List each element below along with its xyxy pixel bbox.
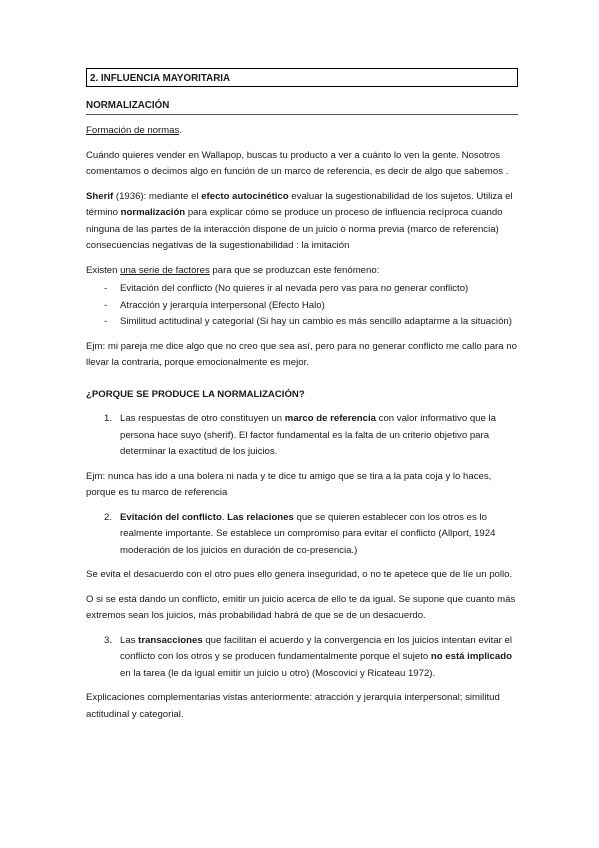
list-item: 1. Las respuestas de otro constituyen un marco de referencia con valor informativo que la persona hace suyo (sherif). El factor fundamental es la falta de un criterio objetivo para determinar la exactitud de los juicios.: [104, 413, 496, 457]
wallapop-paragraph: Cuándo quieres vender en Wallapop, buscas tu producto a ver a cuánto lo ven la gente. Nosotros comentamos o decimos algo en función de un marco de referencia, es decir de algo que sabemos .: [86, 149, 509, 177]
sherif-paragraph: Sherif (1936): mediante el efecto autocinético evaluar la sugestionabilidad de los sujetos. Utiliza el término normalización para explicar cómo se produce un proceso de influencia recíproca cuando ninguna de las partes de la interacción dispone de un juicio o norma previa (marco de referencia) consecuencias negativas de la sugestionabilidad : la imitación: [86, 190, 513, 251]
dash-bullet: -: [104, 316, 108, 327]
question-heading: ¿PORQUE SE PRODUCE LA NORMALIZACIÓN?: [86, 388, 305, 400]
example-paragraph: Ejm: mi pareja me dice algo que no creo que sea así, pero para no generar conflicto me callo para no llevar la contraria, porque emocionalmente es mejor.: [86, 340, 517, 368]
section-title: NORMALIZACIÓN: [86, 97, 518, 115]
factores-intro: Existen una serie de factores para que se produzcan este fenómeno:: [86, 264, 380, 276]
list-item: - Similitud actitudinal y categorial (Si hay un cambio es más sencillo adaptarme a la situación): [86, 314, 518, 331]
reasons-list-1: [86, 411, 518, 461]
list-item: - Evitación del conflicto (No quieres ir al nevada pero vas para no generar conflicto): [86, 281, 518, 298]
reasons-list-3: [86, 633, 518, 683]
chapter-heading: 2. INFLUENCIA MAYORITARIA: [86, 68, 518, 87]
sherif-name: Sherif: [86, 190, 114, 202]
document-page: [86, 68, 518, 723]
reasons-list-2: [86, 510, 518, 560]
formacion-line: Formación de normas.: [86, 125, 182, 136]
efecto-autocinetico: efecto autocinético: [201, 190, 289, 202]
list-item: 2. Evitación del conflicto. Las relaciones que se quieren establecer con los otros es lo realmente importante. Se establece un compromiso para evitar el conflicto (Allport, 1924 moderación de los juicios en duración de co-presencia.): [104, 511, 496, 556]
example-paragraph: Ejm: nunca has ido a una bolera ni nada y te dice tu amigo que se tira a la pata coja y lo haces, porque es tu marco de referencia: [86, 470, 492, 498]
dash-bullet: -: [104, 283, 108, 294]
list-item: - Atracción y jerarquía interpersonal (Efecto Halo): [86, 298, 518, 315]
list-item: 3. Las transacciones que facilitan el acuerdo y la convergencia en los juicios intentan evitar el conflicto con los otros y se producen fundamentalmente porque el sujeto no está implicado en la tarea (le da igual emitir un juicio u otro) (Moscovici y Ricateau 1972).: [104, 634, 512, 679]
normalizacion-term: normalización: [120, 207, 186, 218]
formacion-heading: Formación de normas: [86, 125, 180, 136]
conflicto-paragraph: O si se está dando un conflicto, emitir un juicio acerca de ello te da igual. Se supone que cuanto más extremos sean los juicios, más probabilidad habrá de que se de un desacuerdo.: [86, 593, 516, 621]
evita-paragraph: Se evita el desacuerdo con el otro pues ello genera inseguridad, o no te apetece que de líe un pollo.: [86, 569, 513, 580]
factores-list: [86, 281, 518, 331]
dash-bullet: -: [104, 299, 108, 311]
final-paragraph: Explicaciones complementarias vistas anteriormente: atracción y jerarquía interpersonal; similitud actitudinal y categorial.: [86, 692, 500, 720]
